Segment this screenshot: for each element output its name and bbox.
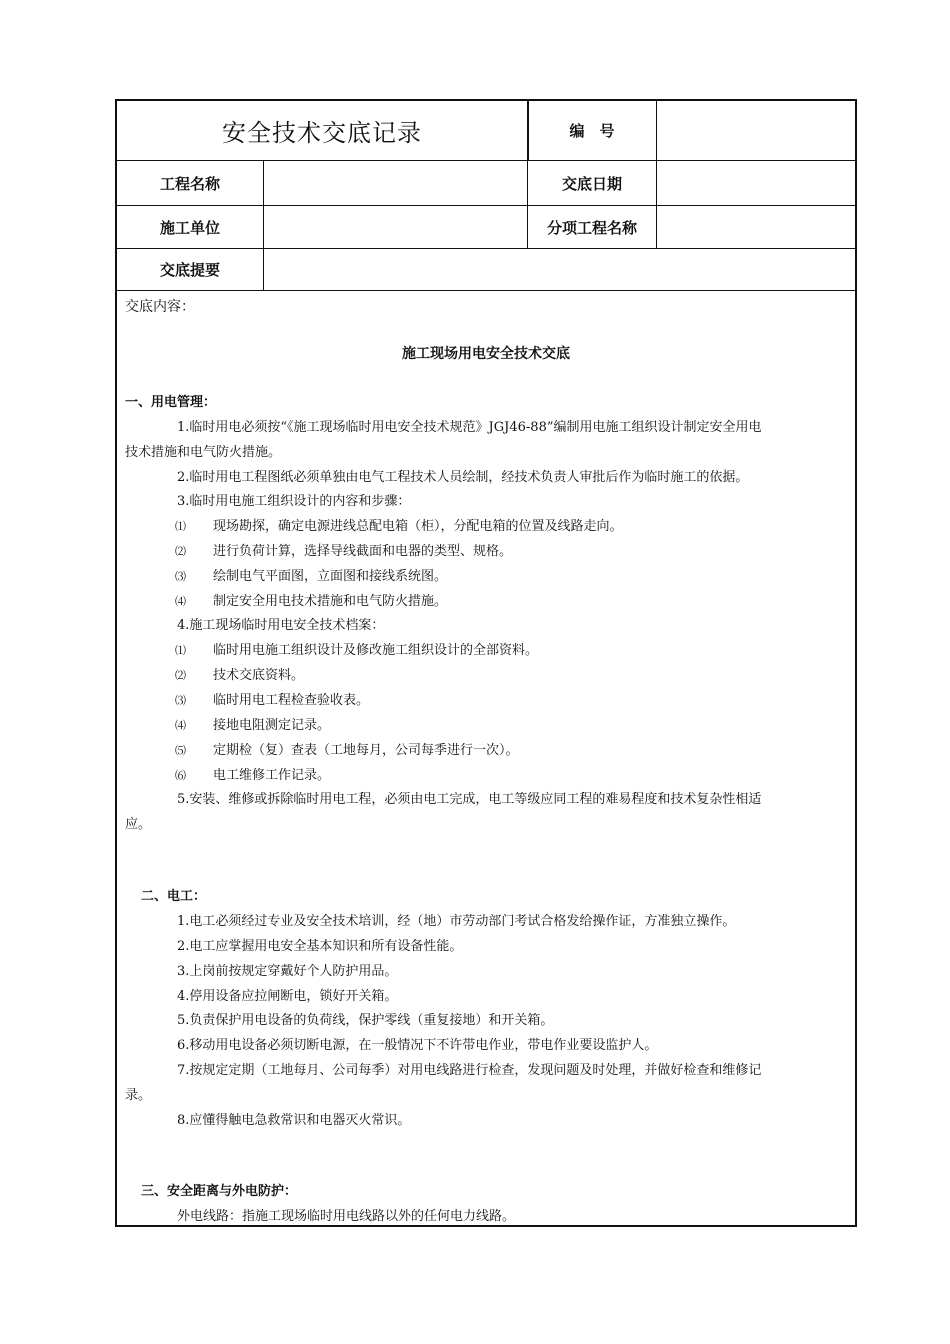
summary-label: 交底提要 xyxy=(159,261,220,279)
paragraph: 5.负责保护用电设备的负荷线，保护零线（重复接地）和开关箱。 xyxy=(177,1013,554,1028)
briefing-date-label: 交底日期 xyxy=(561,174,622,193)
paragraph: 5.安装、维修或拆除临时用电工程，必须由电工完成，电工等级应同工程的难易程度和技术复杂性相适 xyxy=(177,792,762,807)
paragraph: 6.移动用电设备必须切断电源，在一般情况下不许带电作业，带电作业要设监护人。 xyxy=(177,1038,658,1053)
summary-field[interactable] xyxy=(264,249,863,290)
construction-unit-field[interactable] xyxy=(264,206,535,248)
list-item: ⑹ 电工维修工作记录。 xyxy=(175,768,331,783)
paragraph: 2.电工应掌握用电安全基本知识和所有设备性能。 xyxy=(177,939,463,954)
paragraph: 1.临时用电必须按“《施工现场临时用电安全技术规范》JGJ46-88”编制用电施工组织设计制定安全用电 xyxy=(177,420,762,435)
form-title: 安全技术交底记录 xyxy=(222,119,422,147)
document-title: 施工现场用电安全技术交底 xyxy=(402,346,570,362)
paragraph: 外电线路：指施工现场临时用电线路以外的任何电力线路。 xyxy=(177,1209,516,1224)
paragraph: 录。 xyxy=(125,1088,152,1103)
list-item: ⑷ 制定安全用电技术措施和电气防火措施。 xyxy=(175,594,448,609)
section-heading: 三、安全距离与外电防护： xyxy=(141,1184,298,1199)
number-label: 编 号 xyxy=(569,122,615,140)
paragraph: 应。 xyxy=(125,817,152,832)
paragraph: 3.临时用电施工组织设计的内容和步骤： xyxy=(177,494,411,509)
list-item: ⑴ 临时用电施工组织设计及修改施工组织设计的全部资料。 xyxy=(175,643,539,658)
list-item: ⑶ 绘制电气平面图，立面图和接线系统图。 xyxy=(175,569,448,584)
sub-project-field[interactable] xyxy=(657,206,863,248)
list-item: ⑸ 定期检（复）查表（工地每月，公司每季进行一次）。 xyxy=(175,743,519,758)
project-name-field[interactable] xyxy=(264,161,535,205)
safety-briefing-form xyxy=(115,99,857,1227)
content-label: 交底内容： xyxy=(125,299,195,315)
list-item: ⑶ 临时用电工程检查验收表。 xyxy=(175,693,370,708)
sub-project-label: 分项工程名称 xyxy=(546,218,637,237)
briefing-content xyxy=(117,291,855,1225)
paragraph: 4.施工现场临时用电安全技术档案： xyxy=(177,618,385,633)
section-heading: 一、用电管理： xyxy=(125,395,217,410)
paragraph: 4.停用设备应拉闸断电，锁好开关箱。 xyxy=(177,989,398,1004)
list-item: ⑵ 技术交底资料。 xyxy=(175,668,305,683)
paragraph: 技术措施和电气防火措施。 xyxy=(125,445,282,460)
paragraph: 7.按规定定期（工地每月、公司每季）对用电线路进行检查，发现问题及时处理，并做好检查和维修记 xyxy=(177,1063,762,1078)
list-item: ⑴ 现场勘探，确定电源进线总配电箱（柜），分配电箱的位置及线路走向。 xyxy=(175,519,623,534)
section-heading: 二、电工： xyxy=(141,889,207,904)
briefing-date-field[interactable] xyxy=(657,161,863,205)
paragraph: 3.上岗前按规定穿戴好个人防护用品。 xyxy=(177,964,398,979)
list-item: ⑷ 接地电阻测定记录。 xyxy=(175,718,331,733)
paragraph: 1.电工必须经过专业及安全技术培训，经（地）市劳动部门考试合格发给操作证，方准独立操作。 xyxy=(177,914,736,929)
paragraph: 2.临时用电工程图纸必须单独由电气工程技术人员绘制，经技术负责人审批后作为临时施工的依据。 xyxy=(177,470,749,485)
number-field[interactable] xyxy=(657,101,863,160)
construction-unit-label: 施工单位 xyxy=(159,218,220,237)
project-name-label: 工程名称 xyxy=(159,174,220,193)
paragraph: 8.应懂得触电急救常识和电器灭火常识。 xyxy=(177,1113,411,1128)
list-item: ⑵ 进行负荷计算，选择导线截面和电器的类型、规格。 xyxy=(175,544,513,559)
